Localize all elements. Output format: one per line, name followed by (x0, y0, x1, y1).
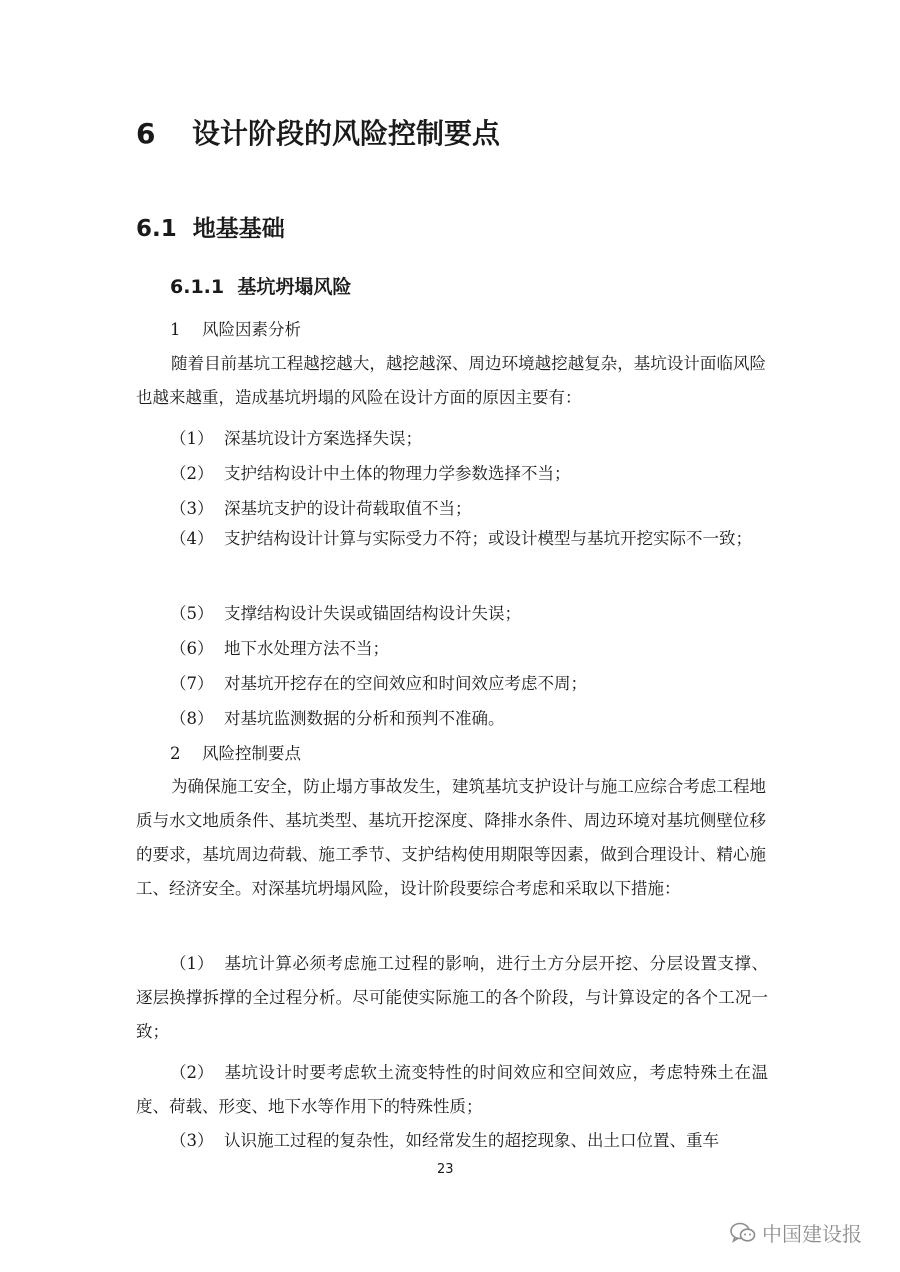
watermark (730, 1218, 862, 1247)
part1-heading (170, 316, 301, 340)
wechat-icon (730, 1222, 756, 1244)
page-number: 23 (437, 1162, 454, 1177)
risk-item: （7） 对基坑开挖存在的空间效应和时间效应考虑不周； (170, 674, 587, 693)
risk-item: （8） 对基坑监测数据的分析和预判不准确。 (170, 709, 505, 728)
part2-intro: 为确保施工安全，防止塌方事故发生，建筑基坑支护设计与施工应综合考虑工程地质与水文地质条件、基坑类型、基坑开挖深度、降排水条件、周边环境对基坑侧壁位移的要求，基坑周边荷载、施工季节、支护结构使用期限等因素，做到合理设计、精心施工、经济安全。对深基坑坍塌风险，设计阶段要综合考虑和采取以下措施： (136, 777, 766, 898)
control-item: （1） 基坑计算必须考虑施工过程的影响，进行土方分层开挖、分层设置支撑、逐层换撑拆撑的全过程分析。尽可能使实际施工的各个阶段，与计算设定的各个工况一致； (136, 954, 768, 1041)
part1-intro: 随着目前基坑工程越挖越大，越挖越深、周边环境越挖越复杂，基坑设计面临风险也越来越重，造成基坑坍塌的风险在设计方面的原因主要有： (136, 354, 766, 407)
part2-title: 风险控制要点 (202, 744, 301, 763)
watermark-text: 中国建设报 (762, 1222, 862, 1246)
chapter-number: 6 (136, 117, 156, 150)
risk-item: （6） 地下水处理方法不当； (170, 639, 389, 658)
control-item: （2） 基坑设计时要考虑软土流变特性的时间效应和空间效应，考虑特殊土在温度、荷载、形变、地下水等作用下的特殊性质； (136, 1063, 768, 1116)
risk-item: （2） 支护结构设计中土体的物理力学参数选择不当； (170, 464, 571, 483)
risk-item: （3） 深基坑支护的设计荷载取值不当； (170, 499, 472, 518)
part1-title: 风险因素分析 (202, 320, 301, 339)
part1-number: 1 (170, 320, 181, 339)
part2-heading (170, 740, 301, 764)
part2-number: 2 (170, 744, 181, 763)
section-heading: 6.1 地基基础 (136, 216, 285, 242)
risk-item: （4） 支护结构设计计算与实际受力不符；或设计模型与基坑开挖实际不一致； (170, 529, 752, 548)
risk-item: （1） 深基坑设计方案选择失误； (170, 429, 422, 448)
risk-item: （5） 支撑结构设计失误或锚固结构设计失误； (170, 604, 521, 623)
chapter-heading (136, 112, 500, 152)
chapter-title: 设计阶段的风险控制要点 (192, 117, 501, 150)
control-item: （3） 认识施工过程的复杂性，如经常发生的超挖现象、出土口位置、重车 (170, 1131, 719, 1150)
subsection-heading: 6.1.1 基坑坍塌风险 (170, 276, 352, 298)
